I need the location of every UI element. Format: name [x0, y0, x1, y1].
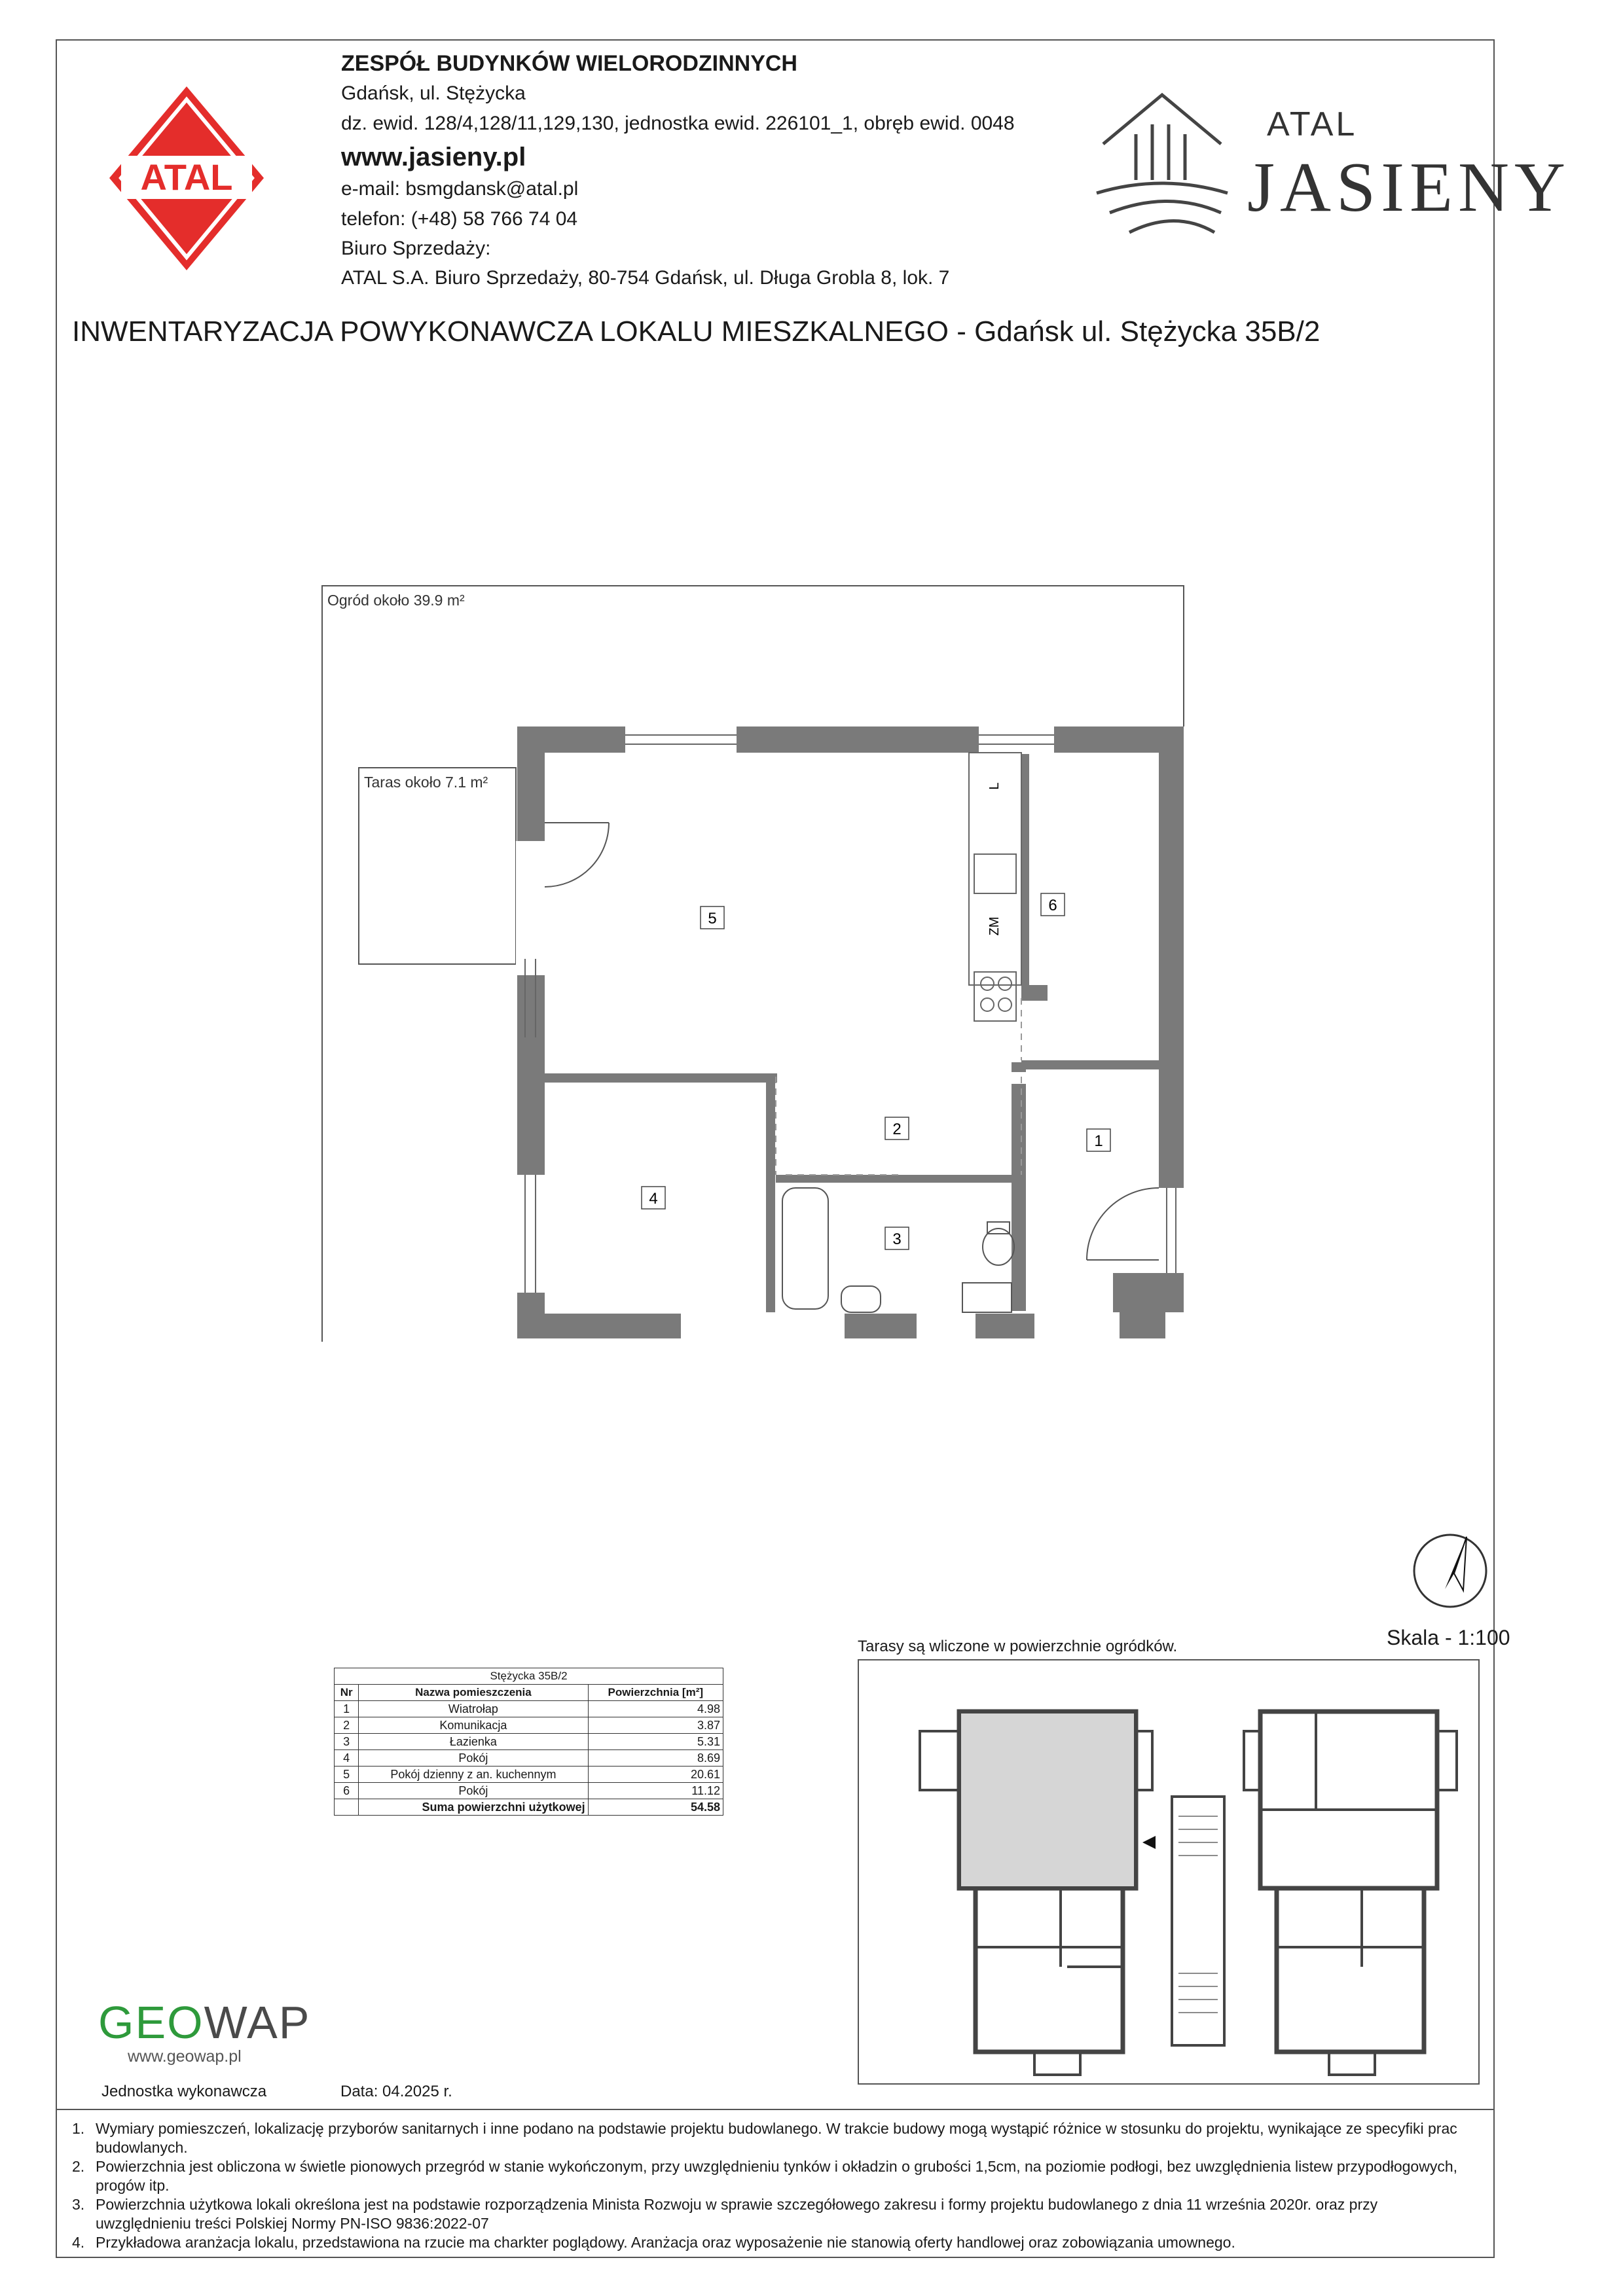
compass-icon [1411, 1532, 1489, 1610]
note-item: 2. Powierzchnia jest obliczona w świetle pionowych przegród w stanie wykończonym, przy uwzględnieniu tynków i okładzin o grubości 1,5cm, na poziomie podłogi, bez uwzględnienia listew przypodłogowych, progów itp. [72, 2158, 1458, 2194]
room-number-1: 1 [1094, 1132, 1103, 1150]
notes-list [72, 2119, 1460, 2252]
table-row: 1 Wiatrołap 4.98 [335, 1701, 723, 1717]
website-link[interactable]: www.jasieny.pl [341, 143, 526, 171]
brand-name: JASIENY [1247, 149, 1571, 226]
table-row: 2 Komunikacja 3.87 [335, 1717, 723, 1734]
geowap-url[interactable]: www.geowap.pl [128, 2047, 242, 2066]
room-number-6: 6 [1048, 897, 1057, 914]
notes-divider [56, 2109, 1495, 2110]
logo-text: ATAL [140, 156, 233, 198]
dishwasher-label: ZM [987, 916, 1002, 936]
room-number-3: 3 [892, 1230, 902, 1248]
table-row: 4 Pokój 8.69 [335, 1750, 723, 1767]
office-label: Biuro Sprzedaży: [341, 238, 491, 259]
fridge-label: L [987, 782, 1002, 790]
room-table [334, 1668, 723, 1816]
room-number-5: 5 [708, 910, 717, 927]
key-plan-note: Tarasy są wliczone w powierzchnie ogródków. [858, 1638, 1178, 1655]
company-line: ZESPÓŁ BUDYNKÓW WIELORODZINNYCH [341, 51, 797, 76]
table-total-row: Suma powierzchni użytkowej 54.58 [335, 1799, 723, 1816]
header-area: Powierzchnia [m²] [588, 1685, 723, 1701]
geowap-logo: GEOWAP [98, 1997, 311, 2048]
note-item: 1. Wymiary pomieszczeń, lokalizację przyborów sanitarnych i inne podano na podstawie projektu budowlanego. W trakcie budowy mogą wystąpić różnice w stosunku do projektu, wynikające ze specyfiki prac budowlanych. [72, 2120, 1457, 2156]
page-title: INWENTARYZACJA POWYKONAWCZA LOKALU MIESZKALNEGO - Gdańsk ul. Stężycka 35B/2 [72, 315, 1321, 348]
note-item: 4. Przykładowa aranżacja lokalu, przedstawiona na rzucie ma charkter poglądowy. Aranżacja oraz wyposażenie nie stanowią oferty handlowej oraz zobowiązania umownego. [72, 2234, 1235, 2251]
phone-line: telefon: (+48) 58 766 74 04 [341, 208, 578, 230]
office-address: ATAL S.A. Biuro Sprzedaży, 80-754 Gdańsk, ul. Długa Grobla 8, lok. 7 [341, 267, 950, 289]
note-item: 3. Powierzchnia użytkowa lokali określona jest na podstawie rozporządzenia Minista Rozwoju w sprawie szczegółowego zakresu i formy projektu budowlanego z dnia 11 września 2020r. oraz przy uwzględnieniu treści Polskiej Normy PN-ISO 9836:2022-07 [72, 2196, 1378, 2232]
room-number-2: 2 [892, 1121, 902, 1138]
plots-line: dz. ewid. 128/4,128/11,129,130, jednostka ewid. 226101_1, obręb ewid. 0048 [341, 113, 1015, 134]
key-plan [858, 1659, 1480, 2085]
table-row: 5 Pokój dzienny z an. kuchennym 20.61 [335, 1767, 723, 1783]
floor-plan [314, 579, 1192, 1355]
atal-logo [108, 85, 265, 272]
address-line: Gdańsk, ul. Stężycka [341, 82, 526, 104]
garden-label: Ogród około 39.9 m² [327, 592, 465, 609]
room-number-4: 4 [649, 1190, 658, 1208]
table-row: 6 Pokój 11.12 [335, 1783, 723, 1799]
executor-label: Jednostka wykonawcza [101, 2083, 267, 2100]
header-name: Nazwa pomieszczenia [359, 1685, 588, 1701]
header-nr: Nr [335, 1685, 359, 1701]
date-label: Data: 04.2025 r. [340, 2083, 452, 2100]
terrace-label: Taras około 7.1 m² [364, 774, 488, 791]
email-line[interactable]: e-mail: bsmgdansk@atal.pl [341, 178, 579, 200]
brand-top: ATAL [1267, 105, 1358, 143]
scale-label: Skala - 1:100 [1387, 1626, 1510, 1649]
table-caption: Stężycka 35B/2 [335, 1668, 723, 1685]
jasieny-emblem [1090, 82, 1234, 239]
table-row: 3 Łazienka 5.31 [335, 1734, 723, 1750]
